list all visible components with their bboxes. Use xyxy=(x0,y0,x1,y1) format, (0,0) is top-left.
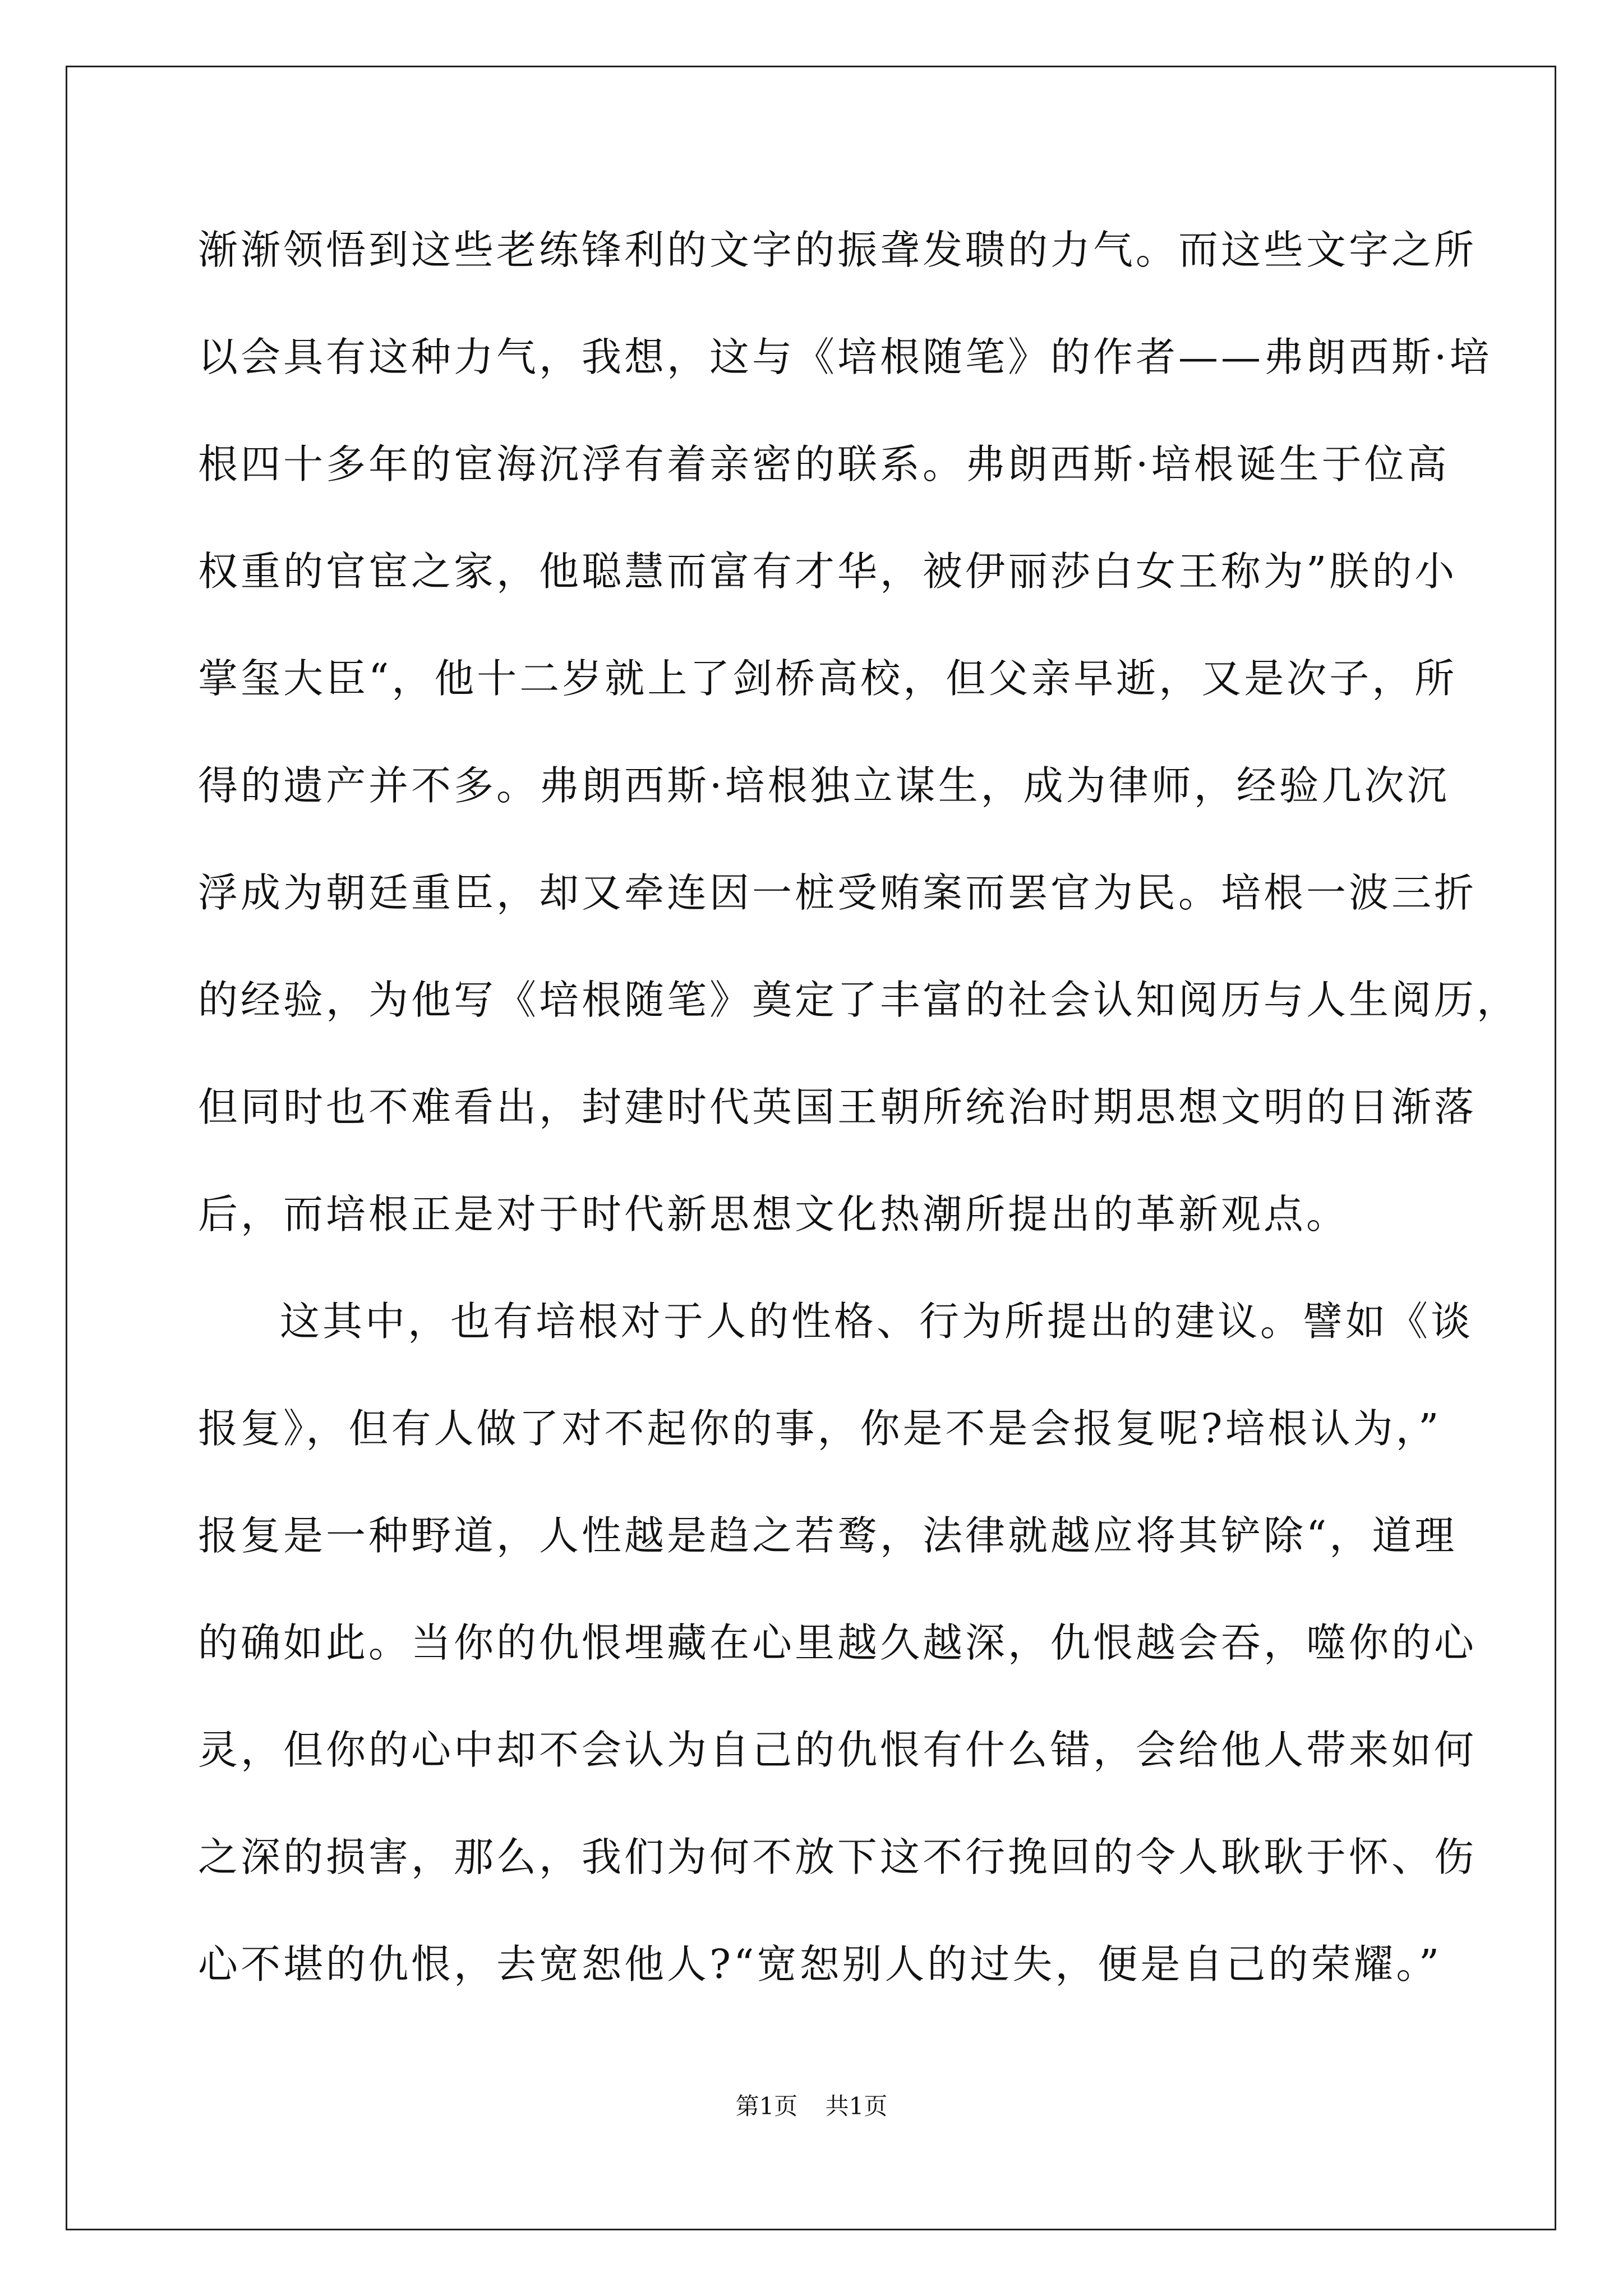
text-line: 浮成为朝廷重臣，却又牵连因一桩受贿案而罢官为民。培根一波三折 xyxy=(198,869,1477,916)
text-line: 报复》，但有人做了对不起你的事，你是不是会报复呢?培根认为，” xyxy=(198,1405,1442,1452)
text-line: 的经验，为他写《培根随笔》奠定了丰富的社会认知阅历与人生阅历， xyxy=(198,977,1520,1023)
text-line: 根四十多年的宦海沉浮有着亲密的联系。弗朗西斯·培根诞生于位高 xyxy=(198,441,1450,487)
text-line: 的确如此。当你的仇恨埋藏在心里越久越深，仇恨越会吞，噬你的心 xyxy=(198,1619,1477,1666)
text-line: 得的遗产并不多。弗朗西斯·培根独立谋生，成为律师，经验几次沉 xyxy=(198,762,1450,809)
text-line: 之深的损害，那么，我们为何不放下这不行挽回的令人耿耿于怀、伤 xyxy=(198,1834,1477,1880)
page-number: 第1页 xyxy=(735,2092,798,2120)
page-footer xyxy=(0,2090,1623,2123)
text-line: 灵，但你的心中却不会认为自己的仇恨有什么错，会给他人带来如何 xyxy=(198,1727,1477,1773)
text-line: 心不堪的仇恨，去宽恕他人?“宽恕别人的过失，便是自己的荣耀。” xyxy=(198,1941,1442,1987)
paragraph-2 xyxy=(198,1268,1477,2018)
text-line: 权重的官宦之家，他聪慧而富有才华，被伊丽莎白女王称为”朕的小 xyxy=(198,548,1458,595)
text-line: 报复是一种野道，人性越是趋之若鹜，法律就越应将其铲除“，道理 xyxy=(198,1512,1458,1559)
text-line: 后，而培根正是对于时代新思想文化热潮所提出的革新观点。 xyxy=(198,1191,1349,1237)
text-line: 以会具有这种力气，我想，这与《培根随笔》的作者——弗朗西斯·培 xyxy=(198,334,1492,380)
page-total: 共1页 xyxy=(825,2092,888,2120)
text-line: 掌玺大臣“，他十二岁就上了剑桥高校，但父亲早逝，又是次子，所 xyxy=(198,655,1458,702)
text-line: 但同时也不难看出，封建时代英国王朝所统治时期思想文明的日渐落 xyxy=(198,1084,1477,1130)
text-line: 这其中，也有培根对于人的性格、行为所提出的建议。譬如《谈 xyxy=(280,1298,1474,1345)
document-body xyxy=(198,196,1520,2018)
paragraph-1 xyxy=(198,196,1520,1268)
text-line: 渐渐领悟到这些老练锋利的文字的振聋发聩的力气。而这些文字之所 xyxy=(198,227,1477,273)
